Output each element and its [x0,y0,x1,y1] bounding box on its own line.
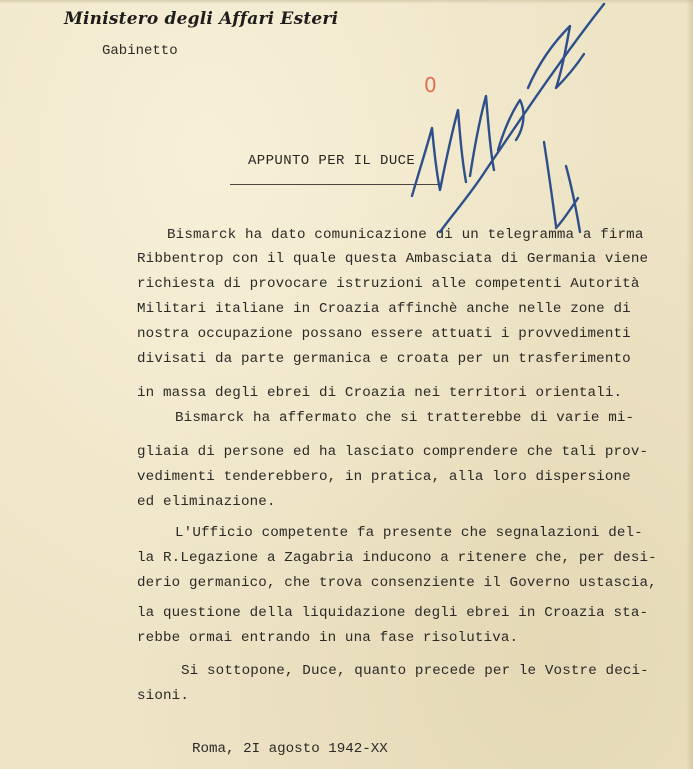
body-line-5: nostra occupazione possano essere attuati i provvedimenti [137,326,631,342]
body-line-1: Bismarck ha dato comunicazione di un telegramma a firma [167,227,644,243]
body-line-17: Si sottopone, Duce, quanto precede per le Vostre deci- [181,663,649,679]
body-line-13: la R.Legazione a Zagabria inducono a ritenere che, per desi- [137,550,657,566]
body-line-6: divisati da parte germanica e croata per un trasferimento [137,351,631,367]
body-line-14: derio germanico, che trova consenziente il Governo ustascia, [137,575,657,591]
body-line-16: rebbe ormai entrando in una fase risolutiva. [137,630,519,646]
place-date-line: Roma, 2I agosto 1942-XX [192,741,388,757]
body-line-15: la questione della liquidazione degli ebrei in Croazia sta- [137,605,649,621]
body-line-11: ed eliminazione. [137,494,276,510]
office-name: Gabinetto [102,43,178,59]
red-marginal-mark: 0 [424,73,437,97]
body-line-10: vedimenti tenderebbero, in pratica, alla loro dispersione [137,469,631,485]
body-line-8: Bismarck ha affermato che si tratterebbe di varie mi- [175,410,635,426]
body-line-18: sioni. [137,688,189,704]
body-line-2: Ribbentrop con il quale questa Ambasciata di Germania viene [137,251,649,267]
ministry-letterhead: Ministero degli Affari Esteri [64,9,339,29]
body-line-3: richiesta di provocare istruzioni alle competenti Autorità [137,276,640,292]
body-line-9: gliaia di persone ed ha lasciato comprendere che tali prov- [137,444,649,460]
body-line-7: in massa degli ebrei di Croazia nei territori orientali. [137,385,623,401]
body-line-4: Militari italiane in Croazia affinchè anche nelle zone di [137,301,631,317]
memo-title: APPUNTO PER IL DUCE [248,153,416,169]
body-line-12: L'Ufficio competente fa presente che segnalazioni del- [175,525,643,541]
